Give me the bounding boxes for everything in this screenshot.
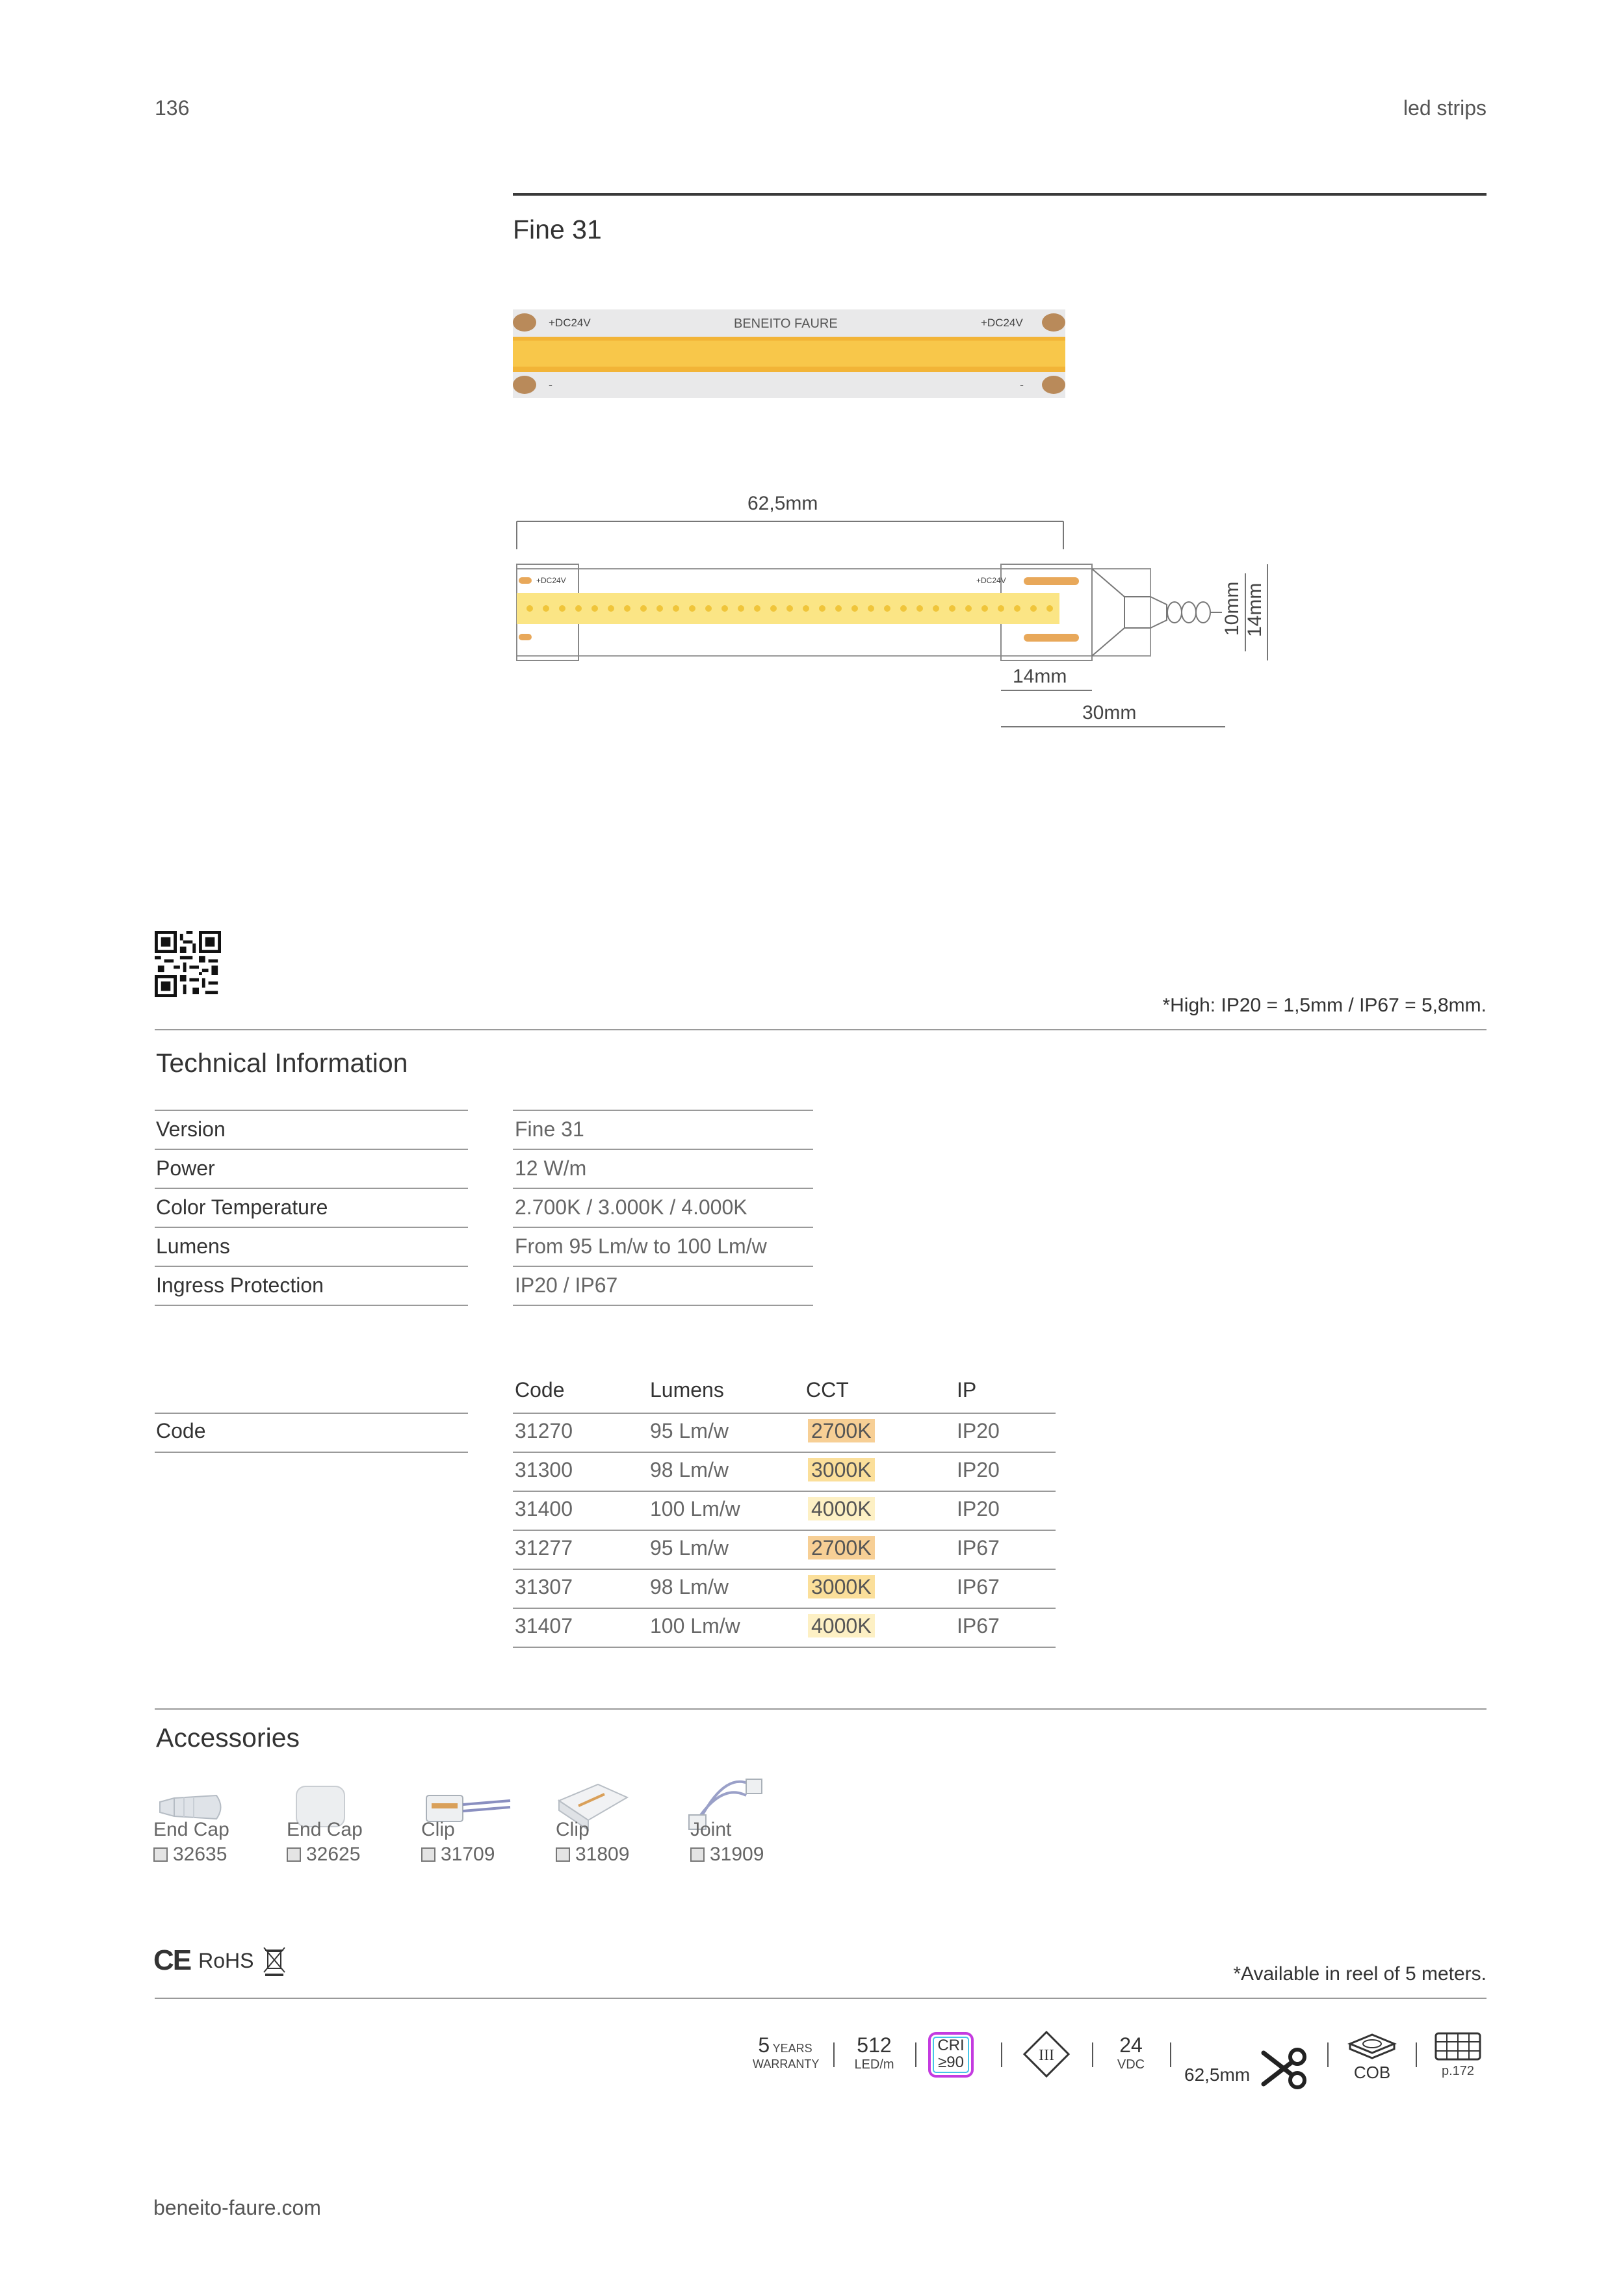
drawing-label-left: +DC24V <box>536 576 566 585</box>
cell-cct <box>808 1418 875 1444</box>
dim-end-label: 14mm <box>1013 666 1067 687</box>
drawing-label-right: +DC24V <box>976 576 1006 585</box>
checkbox-icon <box>287 1847 301 1862</box>
accessory-code-value: 31709 <box>441 1844 495 1865</box>
cri-label: CRI <box>937 2037 965 2054</box>
tech-label-version: Version <box>156 1117 226 1141</box>
code-rule <box>513 1530 1056 1531</box>
warranty-word: WARRANTY <box>753 2057 820 2070</box>
tech-rule <box>513 1149 813 1150</box>
tech-rule <box>155 1188 468 1189</box>
cell-ip: IP67 <box>957 1614 1000 1637</box>
dim-length-label: 62,5mm <box>747 493 818 514</box>
cell-code: 31407 <box>515 1614 573 1637</box>
checkbox-icon <box>690 1847 705 1862</box>
cct-badge: 2700K <box>808 1419 875 1442</box>
voltage-unit: VDC <box>1117 2057 1145 2072</box>
strip-photo <box>513 309 1065 398</box>
ce-mark: CE <box>153 1944 191 1976</box>
cut-length: 62,5mm <box>1184 2065 1251 2085</box>
code-rule <box>155 1452 468 1453</box>
tech-rule <box>513 1227 813 1228</box>
weee-bin-icon <box>261 1944 287 1977</box>
code-rule <box>155 1413 468 1414</box>
cell-cct <box>808 1457 875 1483</box>
class-label: III <box>1039 2047 1054 2064</box>
icon-separator <box>1416 2042 1417 2067</box>
cell-ip: IP20 <box>957 1419 1000 1442</box>
accessory-code-value: 31909 <box>710 1844 764 1865</box>
cell-ip: IP20 <box>957 1497 1000 1520</box>
tech-rule <box>155 1149 468 1150</box>
tech-rule <box>155 1227 468 1228</box>
code-header-cct: CCT <box>806 1378 849 1402</box>
page-reference[interactable] <box>1430 2032 1486 2079</box>
code-rule <box>513 1608 1056 1609</box>
technical-title: Technical Information <box>156 1048 408 1078</box>
tech-rule <box>155 1305 468 1306</box>
warranty-badge <box>753 2033 818 2071</box>
accessory-name: End Cap <box>287 1819 363 1840</box>
tech-label-lumens: Lumens <box>156 1234 230 1258</box>
cell-code: 31400 <box>515 1497 573 1520</box>
product-title: Fine 31 <box>513 215 602 244</box>
cell-lumens: 95 Lm/w <box>650 1419 729 1442</box>
grid-icon <box>1435 2032 1481 2061</box>
tech-value-power: 12 W/m <box>515 1156 587 1180</box>
scissors-icon <box>1261 2048 1310 2089</box>
rohs-mark: RoHS <box>198 1948 254 1972</box>
led-count: 512 <box>857 2033 892 2057</box>
accessory-code <box>153 1844 229 1866</box>
code-rule <box>513 1452 1056 1453</box>
code-rule <box>513 1647 1056 1648</box>
cell-lumens: 98 Lm/w <box>650 1575 729 1598</box>
warranty-years: YEARS <box>772 2042 812 2055</box>
icons-rule <box>155 1998 1487 1999</box>
list-item <box>153 1819 229 1866</box>
cob-icon-block <box>1343 2031 1401 2083</box>
accessory-code-value: 32625 <box>306 1844 361 1865</box>
tech-rule <box>513 1305 813 1306</box>
cell-ip: IP20 <box>957 1458 1000 1481</box>
tech-rule <box>513 1266 813 1267</box>
accessory-name: End Cap <box>153 1819 229 1840</box>
cell-code: 31300 <box>515 1458 573 1481</box>
voltage <box>1105 2033 1157 2072</box>
tech-rule-top-value <box>513 1110 813 1111</box>
led-density <box>845 2033 903 2072</box>
tech-rule <box>155 1029 1487 1030</box>
cct-badge: 2700K <box>808 1536 875 1559</box>
accessories-title: Accessories <box>156 1723 300 1753</box>
cell-cct <box>808 1574 875 1600</box>
icon-separator <box>1001 2042 1002 2067</box>
qr-code <box>155 931 221 997</box>
list-item <box>287 1819 363 1866</box>
cct-badge: 3000K <box>808 1458 875 1481</box>
voltage-value: 24 <box>1119 2033 1143 2057</box>
cell-lumens: 98 Lm/w <box>650 1458 729 1481</box>
warranty-number: 5 <box>758 2033 770 2057</box>
cell-lumens: 100 Lm/w <box>650 1497 740 1520</box>
strip-label-left: +DC24V <box>549 317 591 329</box>
code-rule <box>513 1569 1056 1570</box>
code-header-ip: IP <box>957 1378 977 1402</box>
height-note: *High: IP20 = 1,5mm / IP67 = 5,8mm. <box>1162 995 1487 1016</box>
cell-cct <box>808 1535 875 1561</box>
accessory-name: Clip <box>421 1819 455 1840</box>
led-unit: LED/m <box>854 2057 894 2072</box>
tech-rule <box>155 1266 468 1267</box>
checkbox-icon <box>153 1847 168 1862</box>
page-number: 136 <box>155 96 190 120</box>
technical-drawing <box>507 481 1326 741</box>
tech-rule-top-label <box>155 1110 468 1111</box>
cell-cct <box>808 1496 875 1522</box>
list-item <box>556 1819 629 1866</box>
tech-value-version: Fine 31 <box>515 1117 584 1141</box>
strip-label-right: +DC24V <box>981 317 1023 329</box>
code-row-label: Code <box>156 1419 206 1442</box>
code-header-code: Code <box>515 1378 565 1402</box>
list-item <box>421 1819 495 1866</box>
class-iii-icon <box>1022 2029 1071 2079</box>
cct-badge: 4000K <box>808 1497 875 1520</box>
icon-separator <box>915 2042 916 2067</box>
strip-minus-right: - <box>1020 378 1024 391</box>
tech-label-color-temp: Color Temperature <box>156 1195 328 1219</box>
cct-badge: 3000K <box>808 1575 875 1598</box>
accessory-code <box>287 1844 363 1866</box>
tech-label-ip: Ingress Protection <box>156 1273 324 1297</box>
cri-value: ≥90 <box>938 2054 964 2071</box>
cob-chip-icon <box>1345 2031 1399 2059</box>
cob-label: COB <box>1353 2063 1391 2082</box>
code-rule <box>513 1491 1056 1492</box>
list-item <box>690 1819 764 1866</box>
icon-separator <box>1170 2042 1171 2067</box>
tech-value-lumens: From 95 Lm/w to 100 Lm/w <box>515 1234 767 1258</box>
section-title: led strips <box>1403 96 1487 120</box>
checkbox-icon <box>556 1847 570 1862</box>
cell-ip: IP67 <box>957 1575 1000 1598</box>
code-rule <box>513 1413 1056 1414</box>
accessory-name: Clip <box>556 1819 590 1840</box>
cct-badge: 4000K <box>808 1614 875 1637</box>
cell-code: 31270 <box>515 1419 573 1442</box>
accessory-code <box>421 1844 495 1866</box>
tech-value-color-temp: 2.700K / 3.000K / 4.000K <box>515 1195 747 1219</box>
dim-total-label: 30mm <box>1082 702 1137 724</box>
cell-lumens: 95 Lm/w <box>650 1536 729 1559</box>
icon-separator <box>1092 2042 1093 2067</box>
cell-lumens: 100 Lm/w <box>650 1614 740 1637</box>
accessory-code <box>690 1844 764 1866</box>
page-ref-label: p.172 <box>1441 2064 1475 2078</box>
cell-code: 31277 <box>515 1536 573 1559</box>
dim-height-label: 14mm <box>1244 582 1266 637</box>
tech-label-power: Power <box>156 1156 215 1180</box>
tech-value-ip: IP20 / IP67 <box>515 1273 618 1297</box>
cell-code: 31307 <box>515 1575 573 1598</box>
title-rule <box>513 193 1487 196</box>
accessories-rule <box>155 1708 1487 1710</box>
icon-separator <box>1327 2042 1329 2067</box>
reel-note: *Available in reel of 5 meters. <box>1233 1963 1487 1985</box>
dim-width-label: 10mm <box>1221 581 1243 636</box>
code-header-lumens: Lumens <box>650 1378 724 1402</box>
accessory-code-value: 32635 <box>173 1844 227 1865</box>
tech-rule <box>513 1188 813 1189</box>
accessory-code-value: 31809 <box>575 1844 630 1865</box>
strip-minus-left: - <box>549 378 552 391</box>
accessory-code <box>556 1844 629 1866</box>
checkbox-icon <box>421 1847 435 1862</box>
strip-brand: BENEITO FAURE <box>734 317 838 331</box>
cri-icon <box>928 2032 974 2078</box>
certifications <box>153 1944 287 1977</box>
cell-cct <box>808 1613 875 1639</box>
footer-website[interactable]: beneito-faure.com <box>153 2196 321 2219</box>
accessory-name: Joint <box>690 1819 732 1840</box>
cell-ip: IP67 <box>957 1536 1000 1559</box>
icon-separator <box>833 2042 835 2067</box>
